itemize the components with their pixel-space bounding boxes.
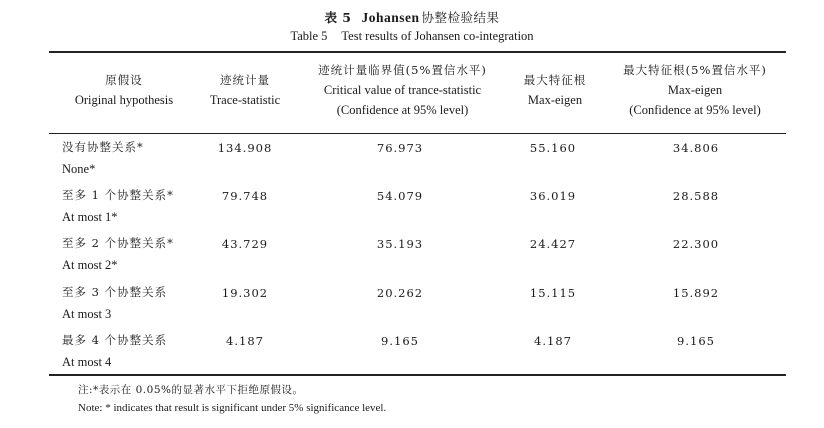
header-zh: 最大特征根 xyxy=(523,73,587,87)
header-en-confidence: (Confidence at 95% level) xyxy=(336,103,469,117)
hypothesis-cell xyxy=(62,232,174,276)
critical-trace-value: 35.193 xyxy=(376,237,424,251)
header-trace-statistic xyxy=(190,70,300,110)
hypothesis-en: None* xyxy=(62,162,96,176)
table-number-zh: 表 5 xyxy=(324,10,352,25)
hypothesis-en: At most 1* xyxy=(62,210,118,224)
critical-trace-value: 76.973 xyxy=(376,141,424,155)
table-title-bold: Johansen xyxy=(361,10,420,25)
table-top-rule xyxy=(49,51,786,53)
header-original-hypothesis xyxy=(52,70,196,110)
table-bottom-rule xyxy=(49,374,786,376)
critical-eigen-value: 28.588 xyxy=(672,189,720,203)
header-zh: 迹统计量 xyxy=(220,73,270,87)
critical-eigen-value: 15.892 xyxy=(672,286,720,300)
header-critical-eigen xyxy=(605,60,785,120)
max-eigen-value: 15.115 xyxy=(529,286,577,300)
header-en: Max-eigen xyxy=(667,83,723,97)
hypothesis-en: At most 4 xyxy=(62,355,112,369)
table-caption-en xyxy=(0,29,824,44)
header-en: Original hypothesis xyxy=(74,93,174,107)
hypothesis-en: At most 3 xyxy=(62,307,112,321)
critical-eigen-value: 34.806 xyxy=(672,141,720,155)
hypothesis-zh: 至多 1 个协整关系* xyxy=(62,188,174,202)
table-note-zh: 注:*表示在 0.05%的显著水平下拒绝原假设。 xyxy=(78,384,304,396)
critical-eigen-value: 9.165 xyxy=(677,334,715,348)
hypothesis-zh: 至多 2 个协整关系* xyxy=(62,236,174,250)
max-eigen-value: 36.019 xyxy=(529,189,577,203)
table-note-en: Note: * indicates that result is significant under 5% significance level. xyxy=(78,402,387,414)
header-en-confidence: (Confidence at 95% level) xyxy=(629,103,761,117)
hypothesis-zh: 没有协整关系* xyxy=(62,140,144,154)
max-eigen-value: 55.160 xyxy=(529,141,577,155)
header-critical-trace xyxy=(295,60,510,120)
header-en: Max-eigen xyxy=(527,93,583,107)
header-max-eigen xyxy=(505,70,605,110)
header-zh: 原假设 xyxy=(105,73,143,87)
trace-value: 19.302 xyxy=(221,286,269,300)
trace-value: 134.908 xyxy=(217,141,273,155)
critical-eigen-value: 22.300 xyxy=(672,237,720,251)
table-header-rule xyxy=(49,133,786,134)
hypothesis-cell xyxy=(62,184,174,228)
header-en: Trace-statistic xyxy=(209,93,281,107)
trace-value: 4.187 xyxy=(226,334,264,348)
hypothesis-cell xyxy=(62,281,167,325)
header-zh: 最大特征根(5%置信水平) xyxy=(623,63,767,77)
header-en: Critical value of trance-statistic xyxy=(323,83,482,97)
max-eigen-value: 24.427 xyxy=(529,237,577,251)
max-eigen-value: 4.187 xyxy=(534,334,572,348)
hypothesis-zh: 至多 3 个协整关系 xyxy=(62,285,168,299)
table-caption-zh xyxy=(0,8,824,26)
hypothesis-cell xyxy=(62,329,167,373)
critical-trace-value: 20.262 xyxy=(376,286,424,300)
table-title-en: Test results of Johansen co-integration xyxy=(341,29,534,43)
hypothesis-en: At most 2* xyxy=(62,258,118,272)
header-zh: 迹统计量临界值(5%置信水平) xyxy=(318,63,487,77)
hypothesis-cell xyxy=(62,136,144,180)
hypothesis-zh: 最多 4 个协整关系 xyxy=(62,333,168,347)
table-title-zh: 协整检验结果 xyxy=(421,10,500,25)
table-number-en: Table 5 xyxy=(290,29,328,43)
trace-value: 43.729 xyxy=(221,237,269,251)
critical-trace-value: 54.079 xyxy=(376,189,424,203)
trace-value: 79.748 xyxy=(221,189,269,203)
critical-trace-value: 9.165 xyxy=(381,334,419,348)
